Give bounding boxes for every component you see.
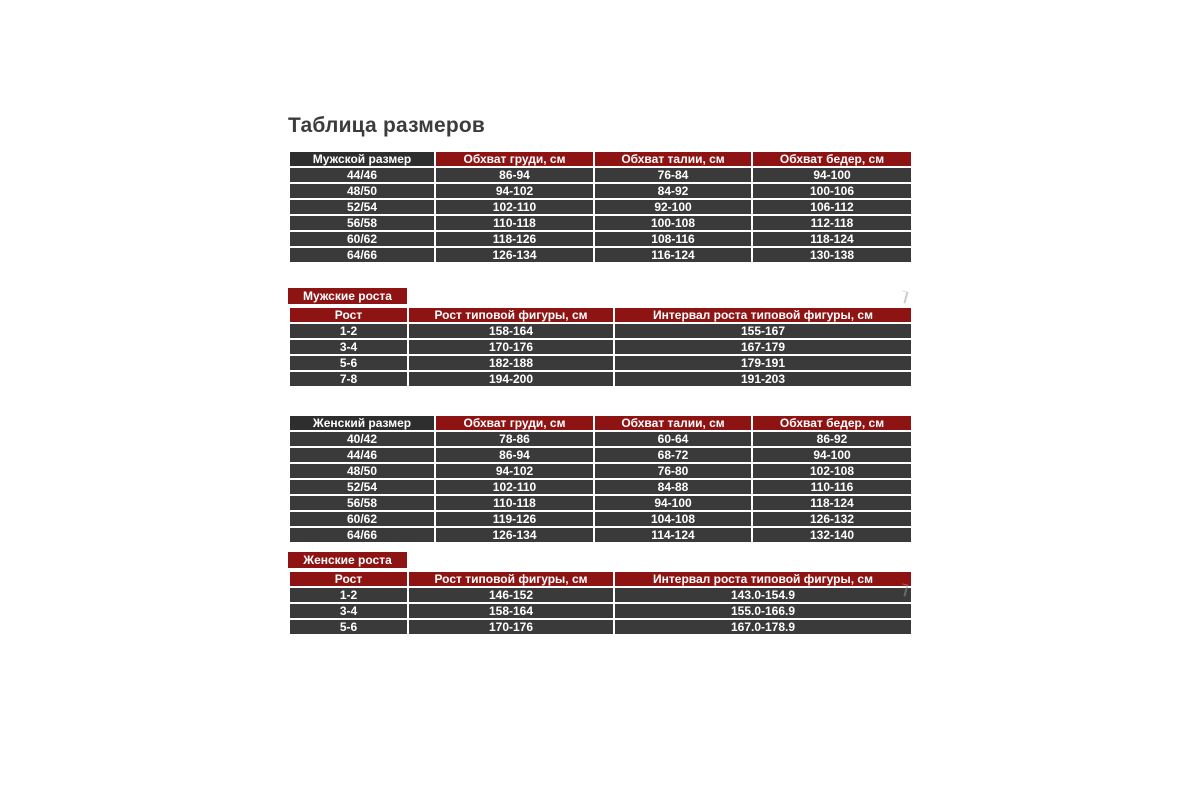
table-cell: 94-102 <box>435 183 594 199</box>
header-row <box>289 151 912 167</box>
column-header: Обхват талии, см <box>594 415 752 431</box>
table-cell: 116-124 <box>594 247 752 263</box>
table-row <box>289 587 912 603</box>
table-cell: 118-126 <box>435 231 594 247</box>
table-cell: 182-188 <box>408 355 614 371</box>
table-cell: 130-138 <box>752 247 912 263</box>
table-cell: 86-92 <box>752 431 912 447</box>
column-header: Обхват груди, см <box>435 151 594 167</box>
table-cell: 104-108 <box>594 511 752 527</box>
table-row <box>289 355 912 371</box>
table-row <box>289 371 912 387</box>
table-cell: 3-4 <box>289 603 408 619</box>
table-cell: 76-84 <box>594 167 752 183</box>
table-cell: 94-100 <box>752 167 912 183</box>
table-cell: 132-140 <box>752 527 912 543</box>
table-cell: 110-118 <box>435 215 594 231</box>
table-row <box>289 339 912 355</box>
column-header: Обхват бедер, см <box>752 151 912 167</box>
table-row <box>289 479 912 495</box>
womens-heights-table <box>288 570 913 636</box>
table-cell: 158-164 <box>408 603 614 619</box>
table-row <box>289 603 912 619</box>
table-cell: 170-176 <box>408 339 614 355</box>
column-header: Рост <box>289 571 408 587</box>
header-row <box>289 571 912 587</box>
table-row <box>289 447 912 463</box>
table-row <box>289 167 912 183</box>
column-header: Обхват бедер, см <box>752 415 912 431</box>
table-cell: 1-2 <box>289 323 408 339</box>
table-cell: 3-4 <box>289 339 408 355</box>
table-cell: 110-118 <box>435 495 594 511</box>
table-cell: 86-94 <box>435 167 594 183</box>
table-cell: 60/62 <box>289 231 435 247</box>
table-cell: 119-126 <box>435 511 594 527</box>
table-cell: 179-191 <box>614 355 912 371</box>
table-cell: 94-100 <box>594 495 752 511</box>
table-row <box>289 231 912 247</box>
column-header: Обхват талии, см <box>594 151 752 167</box>
table-cell: 84-92 <box>594 183 752 199</box>
table-row <box>289 511 912 527</box>
column-header: Интервал роста типовой фигуры, см <box>614 307 912 323</box>
table-cell: 76-80 <box>594 463 752 479</box>
table-cell: 94-100 <box>752 447 912 463</box>
table-cell: 52/54 <box>289 479 435 495</box>
table-cell: 5-6 <box>289 619 408 635</box>
table-cell: 44/46 <box>289 167 435 183</box>
table-cell: 56/58 <box>289 215 435 231</box>
table-cell: 64/66 <box>289 247 435 263</box>
table-cell: 167-179 <box>614 339 912 355</box>
table-cell: 167.0-178.9 <box>614 619 912 635</box>
column-header: Женский размер <box>289 415 435 431</box>
column-header: Рост типовой фигуры, см <box>408 571 614 587</box>
table-row <box>289 215 912 231</box>
table-cell: 100-106 <box>752 183 912 199</box>
table-cell: 126-134 <box>435 247 594 263</box>
table-cell: 78-86 <box>435 431 594 447</box>
table-cell: 170-176 <box>408 619 614 635</box>
table-cell: 100-108 <box>594 215 752 231</box>
header-row <box>289 307 912 323</box>
artifact-mark <box>900 290 909 303</box>
table-row <box>289 495 912 511</box>
table-cell: 155-167 <box>614 323 912 339</box>
size-chart-page <box>288 112 914 636</box>
column-header: Интервал роста типовой фигуры, см <box>614 571 912 587</box>
table-cell: 44/46 <box>289 447 435 463</box>
table-cell: 102-110 <box>435 199 594 215</box>
table-cell: 108-116 <box>594 231 752 247</box>
column-header: Рост типовой фигуры, см <box>408 307 614 323</box>
column-header: Обхват груди, см <box>435 415 594 431</box>
table-cell: 52/54 <box>289 199 435 215</box>
table-cell: 110-116 <box>752 479 912 495</box>
table-cell: 68-72 <box>594 447 752 463</box>
table-row <box>289 431 912 447</box>
table-cell: 191-203 <box>614 371 912 387</box>
table-row <box>289 619 912 635</box>
table-row <box>289 247 912 263</box>
table-cell: 7-8 <box>289 371 408 387</box>
table-cell: 84-88 <box>594 479 752 495</box>
table-cell: 64/66 <box>289 527 435 543</box>
table-row <box>289 527 912 543</box>
mens-sizes-table <box>288 150 913 264</box>
table-cell: 126-132 <box>752 511 912 527</box>
table-cell: 155.0-166.9 <box>614 603 912 619</box>
womens-heights-label: Женские роста <box>288 552 407 568</box>
table-row <box>289 183 912 199</box>
table-cell: 112-118 <box>752 215 912 231</box>
table-row <box>289 323 912 339</box>
table-cell: 106-112 <box>752 199 912 215</box>
table-cell: 102-110 <box>435 479 594 495</box>
table-cell: 146-152 <box>408 587 614 603</box>
table-cell: 114-124 <box>594 527 752 543</box>
column-header: Рост <box>289 307 408 323</box>
table-cell: 118-124 <box>752 231 912 247</box>
table-row <box>289 463 912 479</box>
table-cell: 1-2 <box>289 587 408 603</box>
table-cell: 86-94 <box>435 447 594 463</box>
table-cell: 143.0-154.9 <box>614 587 912 603</box>
header-row <box>289 415 912 431</box>
table-cell: 102-108 <box>752 463 912 479</box>
table-cell: 60-64 <box>594 431 752 447</box>
table-cell: 48/50 <box>289 463 435 479</box>
table-cell: 118-124 <box>752 495 912 511</box>
page-title: Таблица размеров <box>288 114 486 137</box>
table-row <box>289 199 912 215</box>
table-cell: 194-200 <box>408 371 614 387</box>
mens-heights-table <box>288 306 913 388</box>
table-cell: 158-164 <box>408 323 614 339</box>
table-cell: 40/42 <box>289 431 435 447</box>
table-cell: 56/58 <box>289 495 435 511</box>
womens-sizes-table <box>288 414 913 544</box>
table-cell: 60/62 <box>289 511 435 527</box>
column-header: Мужской размер <box>289 151 435 167</box>
table-cell: 94-102 <box>435 463 594 479</box>
table-cell: 126-134 <box>435 527 594 543</box>
table-cell: 48/50 <box>289 183 435 199</box>
mens-heights-label: Мужские роста <box>288 288 407 304</box>
table-cell: 92-100 <box>594 199 752 215</box>
table-cell: 5-6 <box>289 355 408 371</box>
